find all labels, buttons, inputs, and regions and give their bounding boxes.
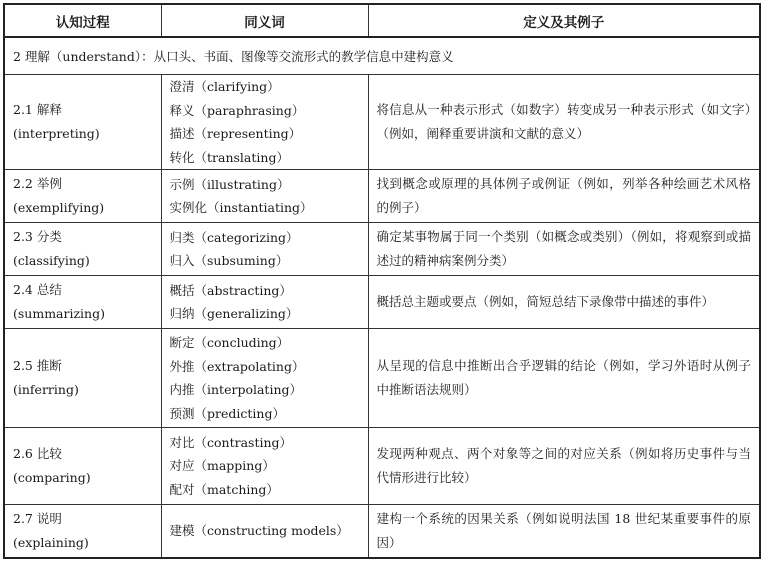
synonyms-cell <box>161 223 368 276</box>
process-en: (summarizing) <box>13 306 105 321</box>
process-cell <box>4 170 161 223</box>
synonyms-cell <box>161 75 368 170</box>
process-en: (inferring) <box>13 382 79 397</box>
synonym: 描述（representing） <box>169 126 302 141</box>
definition-cell: 找到概念或原理的具体例子或例证（例如，列举各种绘画艺术风格的例子） <box>368 170 760 223</box>
synonym: 对应（mapping） <box>169 458 275 474</box>
synonym: 澄清（clarifying） <box>169 79 280 94</box>
header-synonyms: 同义词 <box>161 4 368 37</box>
definition-cell: 建构一个系统的因果关系（例如说明法国 18 世纪某重要事件的原因） <box>368 505 760 558</box>
process-cell <box>4 428 161 505</box>
process-cell <box>4 75 161 170</box>
cognitive-process-table-wrapper <box>3 3 759 559</box>
synonyms-cell <box>161 505 368 558</box>
table-row <box>4 428 760 505</box>
definition-cell: 确定某事物属于同一个类别（如概念或类别）（例如，将观察到或描述过的精神病案例分类） <box>368 223 760 276</box>
section-title: 2 理解（understand）：从口头、书面、图像等交流形式的教学信息中建构意义 <box>4 37 760 75</box>
synonym: 概括（abstracting） <box>169 282 292 298</box>
process-cn: 2.5 推断 <box>13 358 62 373</box>
synonym: 转化（translating） <box>169 149 289 165</box>
synonyms-cell <box>161 428 368 505</box>
definition-cell: 从呈现的信息中推断出合乎逻辑的结论（例如，学习外语时从例子中推断语法规则） <box>368 329 760 428</box>
synonym: 内推（interpolating） <box>169 382 302 397</box>
synonym: 预测（predicting） <box>169 405 285 421</box>
process-cn: 2.4 总结 <box>13 282 62 297</box>
table-row <box>4 329 760 428</box>
header-row <box>4 4 760 37</box>
definition-cell: 概括总主题或要点（例如，简短总结下录像带中描述的事件） <box>368 276 760 329</box>
process-en: (comparing) <box>13 470 91 485</box>
process-cn: 2.2 举例 <box>13 176 62 191</box>
synonym: 归纳（generalizing） <box>169 306 299 321</box>
synonym: 实例化（instantiating） <box>169 200 313 215</box>
process-en: (exemplifying) <box>13 200 105 215</box>
synonyms-cell <box>161 276 368 329</box>
table-row <box>4 75 760 170</box>
synonym: 归类（categorizing） <box>169 229 299 245</box>
cognitive-process-table <box>3 3 761 559</box>
synonym: 释义（paraphrasing） <box>169 102 305 118</box>
process-cell <box>4 223 161 276</box>
process-cn: 2.1 解释 <box>13 102 62 117</box>
process-en: (explaining) <box>13 534 89 550</box>
synonyms-cell <box>161 329 368 428</box>
synonym: 配对（matching） <box>169 481 279 497</box>
synonym: 断定（concluding） <box>169 335 290 350</box>
definition-cell: 将信息从一种表示形式（如数字）转变成另一种表示形式（如文字）（例如，阐释重要讲演和文献的意义） <box>368 75 760 170</box>
process-en: (classifying) <box>13 253 90 268</box>
synonym: 示例（illustrating） <box>169 176 290 192</box>
table-row <box>4 276 760 329</box>
table-row <box>4 223 760 276</box>
synonym: 归入（subsuming） <box>169 253 289 268</box>
section-row <box>4 37 760 75</box>
process-cell <box>4 276 161 329</box>
process-cell <box>4 329 161 428</box>
synonym: 外推（extrapolating） <box>169 358 305 374</box>
synonyms-cell <box>161 170 368 223</box>
process-cn: 2.3 分类 <box>13 229 62 244</box>
process-cn: 2.7 说明 <box>13 510 62 526</box>
process-cn: 2.6 比较 <box>13 446 62 461</box>
definition-cell: 发现两种观点、两个对象等之间的对应关系（例如将历史事件与当代情形进行比较） <box>368 428 760 505</box>
table-row <box>4 505 760 558</box>
process-cell <box>4 505 161 558</box>
header-definition: 定义及其例子 <box>368 4 760 37</box>
process-en: (interpreting) <box>13 126 100 141</box>
synonym: 对比（contrasting） <box>169 434 293 450</box>
table-row <box>4 170 760 223</box>
header-process: 认知过程 <box>4 4 161 37</box>
synonym: 建模（constructing models） <box>169 523 349 538</box>
